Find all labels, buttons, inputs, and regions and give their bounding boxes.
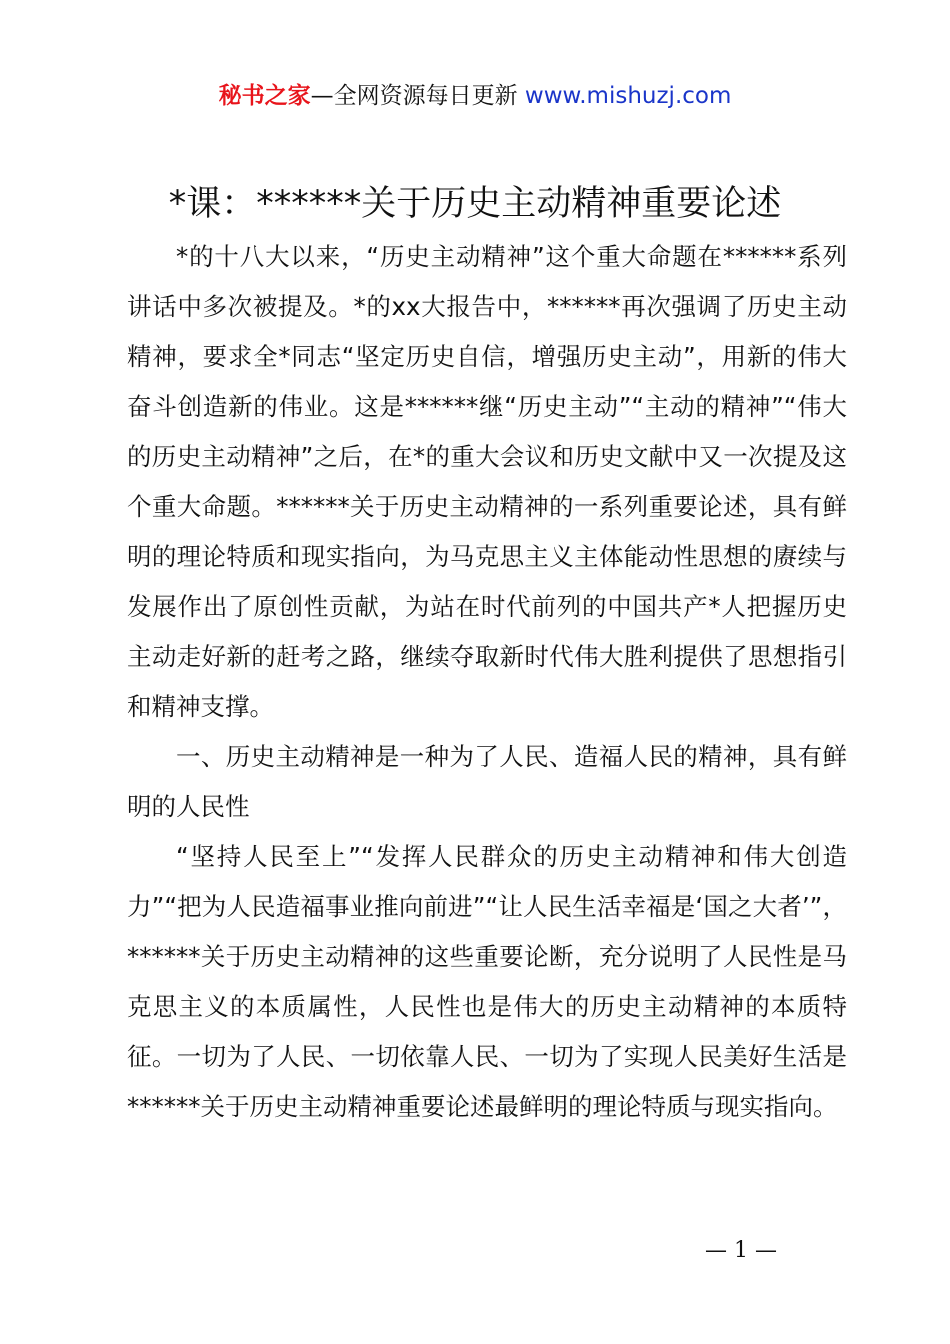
paragraph-intro: *的十八大以来，“历史主动精神”这个重大命题在******系列讲话中多次被提及。*的xx大报告中，******再次强调了历史主动精神，要求全*同志“坚定历史自信，增强历史主动”，用新的伟大奋斗创造新的伟业。这是******继“历史主动”“主动的精神”“伟大的历史主动精神”之后，在*的重大会议和历史文献中又一次提及这个重大命题。******关于历史主动精神的一系列重要论述，具有鲜明的理论特质和现实指向，为马克思主义主体能动性思想的赓续与发展作出了原创性贡献，为站在时代前列的中国共产*人把握历史主动走好新的赶考之路，继续夺取新时代伟大胜利提供了思想指引和精神支撑。 — [127, 242, 847, 721]
header-tagline: —全网资源每日更新 — [310, 83, 525, 109]
brand-name: 秘书之家 — [218, 83, 311, 109]
document-body — [127, 232, 847, 1132]
section-heading-1: 一、历史主动精神是一种为了人民、造福人民的精神，具有鲜明的人民性 — [127, 742, 847, 821]
page-number: — 1 — — [705, 1238, 777, 1263]
document-title: *课：******关于历史主动精神重要论述 — [168, 184, 782, 224]
site-header — [0, 80, 950, 112]
site-url-link[interactable]: www.mishuzj.com — [524, 83, 732, 109]
paragraph-section-1: “坚持人民至上”“发挥人民群众的历史主动精神和伟大创造力”“把为人民造福事业推向前进”“让人民生活幸福是‘国之大者’”，******关于历史主动精神的这些重要论断，充分说明了人民性是马克思主义的本质属性，人民性也是伟大的历史主动精神的本质特征。一切为了人民、一切依靠人民、一切为了实现人民美好生活是******关于历史主动精神重要论述最鲜明的理论特质与现实指向。 — [127, 842, 847, 1121]
